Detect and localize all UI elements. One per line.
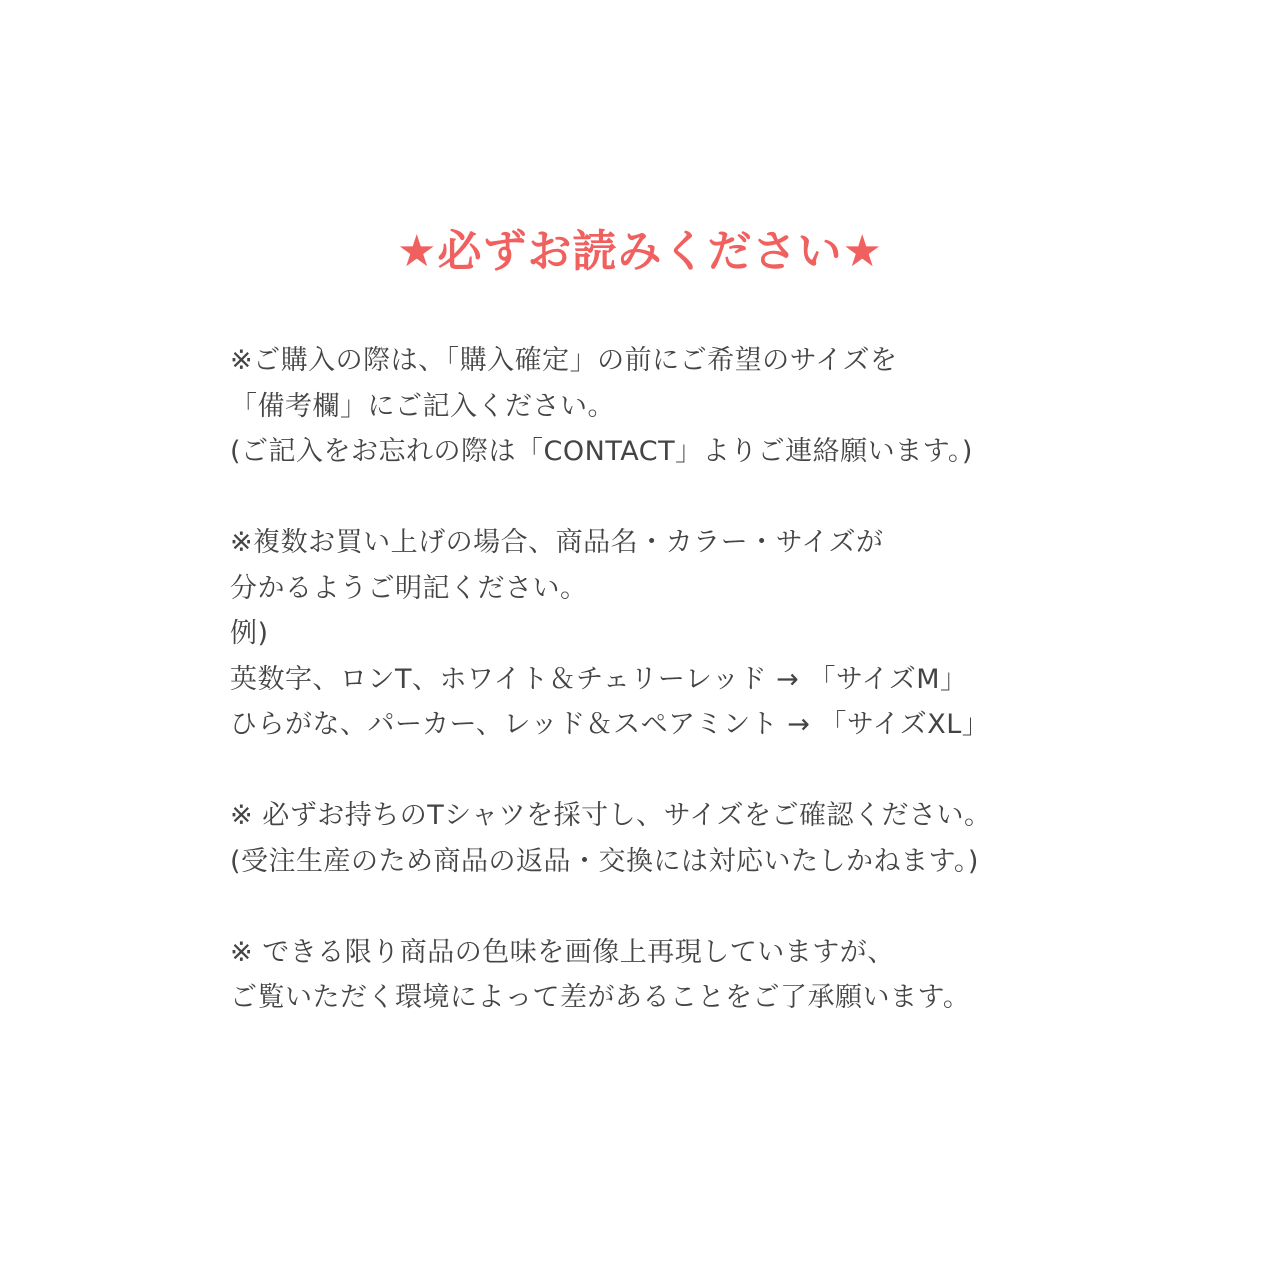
paragraph-gap [230,884,1240,930]
page-title: ★必ずお読みください★ [397,226,883,277]
notice-multiple-items [230,520,1240,748]
notice-line: ひらがな、パーカー、レッド＆スペアミント → 「サイズXL」 [230,709,990,740]
notice-line: (ご記入をお忘れの際は「CONTACT」よりご連絡願います。) [230,436,973,467]
notice-line: 分かるようご明記ください。 [230,572,588,604]
notice-line: ご覧いただく環境によって差があることをご了承願います。 [230,982,971,1013]
paragraph-gap [230,748,1240,794]
notice-line: ※ 必ずお持ちのTシャツを採寸し、サイズをご確認ください。 [230,800,992,831]
notice-measure-shirt [230,793,1240,884]
notice-line: ※複数お買い上げの場合、商品名・カラー・サイズが [230,527,884,558]
notice-line: 例) [230,618,269,649]
notice-line: 英数字、ロンT、ホワイト＆チェリーレッド → 「サイズM」 [230,663,968,695]
notice-body [230,338,1240,1021]
notice-line: 「備考欄」にご記入ください。 [230,390,615,422]
notice-line: ※ご購入の際は、「購入確定」の前にご希望のサイズを [230,345,898,376]
notice-line: (受注生産のため商品の返品・交換には対応いたしかねます。) [230,845,979,877]
paragraph-gap [230,475,1240,521]
notice-size-remarks [230,338,1240,475]
notice-color-difference [230,930,1240,1021]
notice-line: ※ できる限り商品の色味を画像上再現していますが、 [230,936,895,968]
